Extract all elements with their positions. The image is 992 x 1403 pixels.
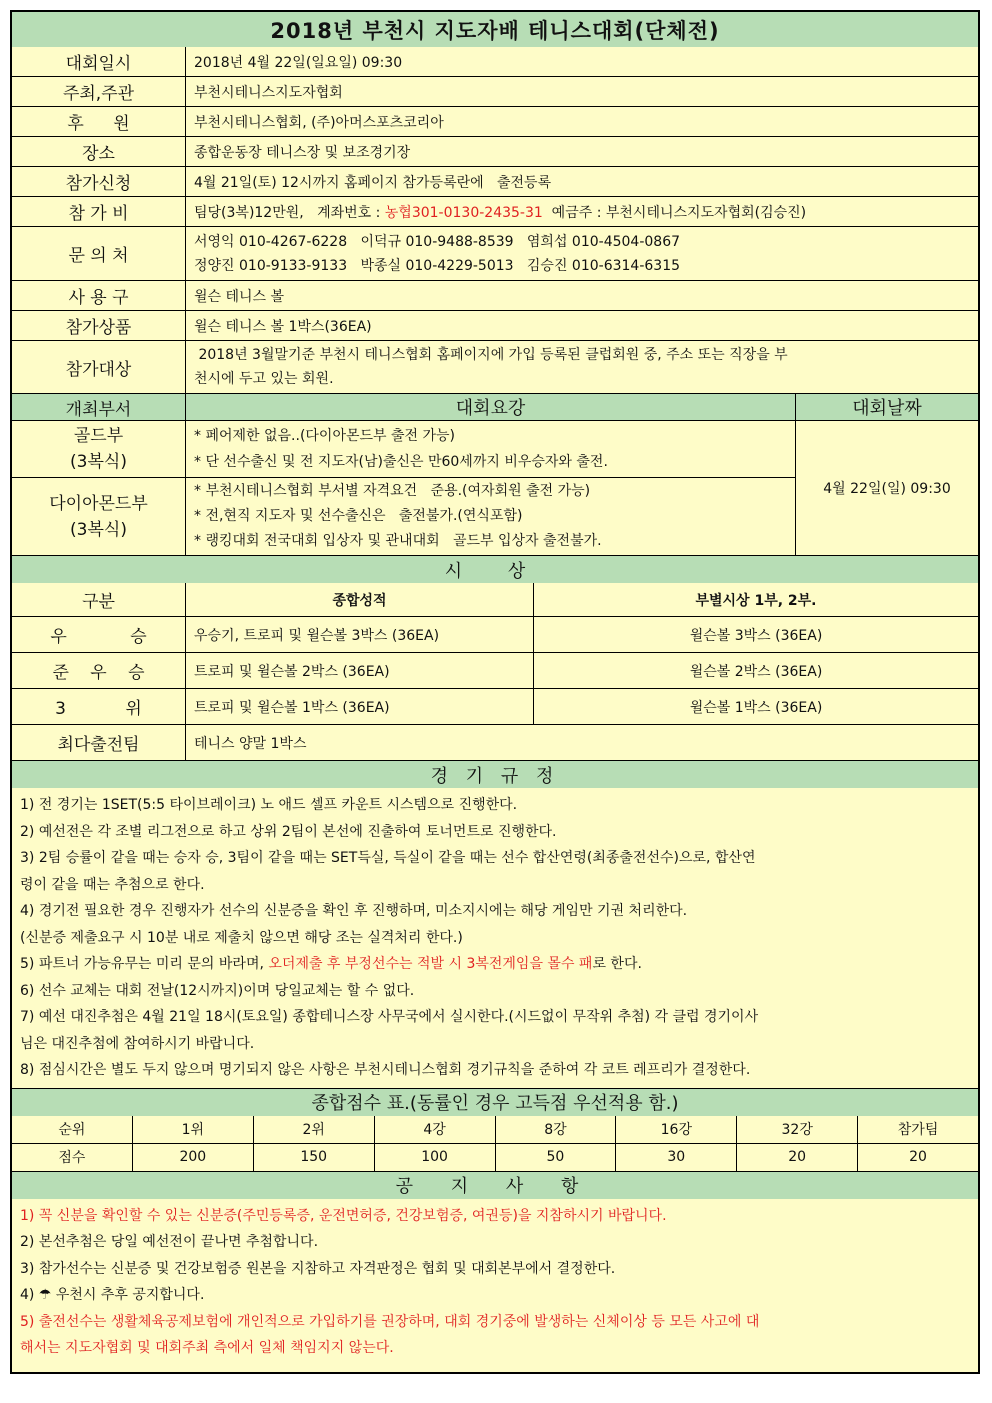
award-name: 3 위 [12,689,186,724]
contact-line: 정양진 010-9133-9133 박종실 010-4229-5013 김승진 010-6314-6315 [194,257,681,274]
notice-section-title: 공 지 사 항 [12,1172,978,1199]
title-row [12,12,978,47]
fee-row [12,197,978,227]
award-overall: 트로피 및 윌슨볼 2박스 (36EA) [186,653,534,688]
award-name: 최다출전팀 [12,725,186,760]
division-rule: * 단 선수출신 및 전 지도자(남)출신은 만60세까지 비우승자와 출전. [194,454,608,470]
info-row [12,137,978,167]
award-name: 우 승 [12,617,186,652]
notice-list [12,1199,978,1372]
division-sub: (3복식) [70,519,127,540]
rule-line [20,951,970,978]
notice-line: 3) 참가선수는 신분증 및 건강보험증 원본을 지참하고 자격판정은 협회 및 대회본부에서 결정한다. [20,1260,616,1277]
ball-row [12,281,978,311]
fee-text: 팀당(3복)12만원, 계좌번호 : [194,204,385,221]
bank-account: 농협301-0130-2435-31 [384,204,543,221]
award-overall: 테니스 양말 1박스 [194,735,307,752]
date-header: 대회날짜 [796,394,978,420]
score-section-row [12,1089,978,1116]
info-row [12,77,978,107]
info-row [12,167,978,197]
tournament-sheet [10,10,980,1374]
info-label: 주최,주관 [12,77,186,106]
score-value-cell: 30 [616,1144,737,1171]
score-value-row [12,1144,978,1172]
fee-label: 참 가 비 [12,197,186,226]
info-label: 대회일시 [12,47,186,76]
event-date: 4월 22일(일) 09:30 [823,481,951,497]
rules-list [12,788,978,1088]
score-header-cell: 2위 [254,1116,375,1143]
division-title: 다이아몬드부 [49,493,148,514]
awards-col-overall: 종합성적 [186,583,534,616]
rule-text: 5) 파트너 가능유무는 미리 문의 바라며, [20,956,269,972]
award-division: 윌슨볼 1박스 (36EA) [689,699,823,716]
division-rules [186,421,795,477]
score-header-cell: 1위 [133,1116,254,1143]
rule-line: 2) 예선전은 각 조별 리그전으로 하고 상위 2팀이 본선에 진출하여 토너먼트로 진행한다. [20,823,557,840]
division-list [12,421,796,555]
contact-row [12,227,978,281]
rule-line: 1) 전 경기는 1SET(5:5 타이브레이크) 노 애드 셀프 카운트 시스템으로 진행한다. [20,797,518,813]
rule-line: 령이 같을 때는 추첨으로 한다. [20,876,205,893]
ball-label: 사 용 구 [12,281,186,310]
rule-line: 6) 선수 교체는 대회 전날(12시까지)이며 당일교체는 할 수 없다. [20,982,415,999]
target-line: 천시에 두고 있는 회원. [194,371,334,387]
score-value-cell: 20 [909,1149,927,1165]
info-value: 종합운동장 테니스장 및 보조경기장 [194,144,411,161]
info-label: 장소 [12,137,186,166]
division-rule: * 전,현직 지도자 및 선수출신은 출전불가.(연식포함) [194,508,523,524]
division-title: 골드부 [73,426,124,446]
rules-section-row [12,761,978,788]
notice-line: 해서는 지도자협회 및 대회주최 측에서 일체 책임지지 않는다. [20,1340,394,1356]
score-header-cell: 8강 [496,1116,617,1143]
awards-header-row [12,583,978,617]
fee-holder: 예금주 : 부천시테니스지도자협회(김승진) [542,204,807,221]
rule-text: 로 한다. [592,956,642,972]
contact-value [186,227,978,280]
info-value: 4월 21일(토) 12시까지 홈페이지 참가등록란에 출전등록 [194,174,552,191]
info-row [12,107,978,137]
notice-line: 5) 출전선수는 생활체육공제보험에 개인적으로 가입하기를 권장하며, 대회 경기중에 발생하는 신체이상 등 모든 사고에 대 [20,1313,760,1330]
score-value-cell: 200 [133,1144,254,1171]
division-gold [12,421,795,478]
notice-section-row [12,1172,978,1199]
division-header: 개최부서 [12,394,186,420]
target-line: 2018년 3월말기준 부천시 테니스협회 홈페이지에 가입 등록된 클럽회원 중, 주소 또는 직장을 부 [194,347,788,363]
awards-col-label: 구분 [12,583,186,616]
division-rules [186,478,795,555]
contact-label: 문 의 처 [12,227,186,280]
rules-body-row [12,788,978,1089]
notice-body-row [12,1199,978,1372]
score-value-cell: 100 [375,1144,496,1171]
target-row [12,341,978,394]
info-label: 후 원 [12,107,186,136]
score-header-row [12,1116,978,1144]
rules-section-title: 경 기 규 정 [12,761,978,788]
score-header-cell: 순위 [12,1116,133,1143]
division-name [12,478,186,555]
guide-header: 대회요강 [186,394,796,420]
awards-col-division: 부별시상 1부, 2부. [695,592,817,609]
score-value-cell: 150 [254,1144,375,1171]
division-rule: * 페어제한 없음..(다이아몬드부 출전 가능) [194,428,456,444]
contact-line: 서영익 010-4267-6228 이덕규 010-9488-8539 염희섭 010-4504-0867 [194,233,681,250]
target-value [186,341,978,393]
award-row [12,689,978,725]
score-section-title: 종합점수 표.(동률인 경우 고득점 우선적용 함.) [12,1089,978,1116]
division-block [12,421,978,556]
notice-line: 2) 본선추첨은 당일 예선전이 끝나면 추첨합니다. [20,1234,319,1250]
fee-value [186,197,978,226]
award-division: 윌슨볼 3박스 (36EA) [689,627,823,644]
division-sub: (3복식) [70,452,127,472]
award-row [12,653,978,689]
goods-label: 참가상품 [12,311,186,340]
info-value: 부천시테니스지도자협회 [194,84,343,101]
score-header-cell: 32강 [737,1116,858,1143]
info-label: 참가신청 [12,167,186,196]
score-value-cell: 점수 [12,1144,133,1171]
award-overall: 트로피 및 윌슨볼 1박스 (36EA) [186,689,534,724]
division-header-row [12,394,978,421]
score-value-cell: 20 [737,1144,858,1171]
rule-line: 3) 2팀 승률이 같을 때는 승자 승, 3팀이 같을 때는 SET득실, 득실이 같을 때는 선수 합산연령(최종출전선수)으로, 합산연 [20,850,756,866]
award-name: 준 우 승 [12,653,186,688]
notice-line: 1) 꼭 신분을 확인할 수 있는 신분증(주민등록증, 운전면허증, 건강보험증, 여권등)을 지참하시기 바랍니다. [20,1207,667,1224]
division-rule: * 부천시테니스협회 부서별 자격요건 준용.(여자회원 출전 가능) [194,483,591,499]
division-name [12,421,186,477]
target-label: 참가대상 [12,341,186,393]
rule-line: 4) 경기전 필요한 경우 진행자가 선수의 신분증을 확인 후 진행하며, 미소지시에는 해당 게임만 기권 처리한다. [20,903,688,919]
rule-line: 님은 대진추첨에 참여하시기 바랍니다. [20,1035,255,1052]
award-division: 윌슨볼 2박스 (36EA) [689,663,823,680]
rule-line: (신분증 제출요구 시 10분 내로 제출치 않으면 해당 조는 실격처리 한다.) [20,929,463,946]
info-value: 2018년 4월 22일(일요일) 09:30 [194,54,403,71]
goods-value: 윌슨 테니스 볼 1박스(36EA) [194,318,372,335]
awards-section-title: 시 상 [12,556,978,583]
page-title: 2018년 부천시 지도자배 테니스대회(단체전) [12,12,978,47]
awards-section-row [12,556,978,583]
info-value: 부천시테니스협회, (주)아머스포츠코리아 [194,114,444,131]
rule-line: 8) 점심시간은 별도 두지 않으며 명기되지 않은 사항은 부천시테니스협회 경기규칙을 준하여 각 코트 레프리가 결정한다. [20,1062,751,1078]
rule-line: 7) 예선 대진추첨은 4월 21일 18시(토요일) 종합테니스장 사무국에서 실시한다.(시드없이 무작위 추첨) 각 클럽 경기이사 [20,1009,759,1025]
award-row [12,617,978,653]
notice-line: 4) ☂ 우천시 추후 공지합니다. [20,1287,205,1303]
ball-value: 윌슨 테니스 볼 [194,288,285,305]
division-diamond [12,478,795,555]
award-row [12,725,978,761]
info-row [12,47,978,77]
score-header-cell: 4강 [375,1116,496,1143]
rule-warning: 오더제출 후 부정선수는 적발 시 3복전게임을 몰수 패 [268,956,593,972]
division-rule: * 랭킹대회 전국대회 입상자 및 관내대회 골드부 입상자 출전불가. [194,533,602,549]
score-header-cell: 16강 [616,1116,737,1143]
award-overall: 우승기, 트로피 및 윌슨볼 3박스 (36EA) [186,617,534,652]
goods-row [12,311,978,341]
score-value-cell: 50 [496,1144,617,1171]
score-header-cell: 참가팀 [897,1122,939,1138]
